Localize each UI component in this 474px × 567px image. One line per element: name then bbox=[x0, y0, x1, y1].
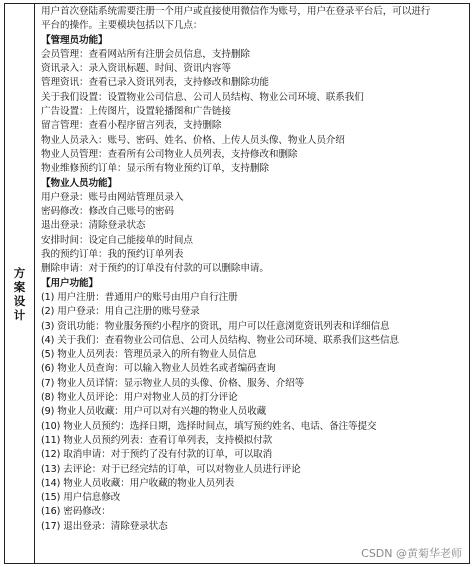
content-line: (4) 关于我们：查看物业公司信息、公司人员结构、物业公司环境、联系我们这些信息 bbox=[41, 334, 400, 346]
content-line: 广告设置：上传图片，设置轮播图和广告链接 bbox=[41, 106, 231, 118]
content-line: (14) 物业人员收藏：用户收藏的物业人员列表 bbox=[41, 477, 235, 489]
content-line: (12) 取消申请：对于预约了没有付款的订单，可以取消 bbox=[41, 449, 273, 461]
content-line: (13) 去评论：对于已经完结的订单，可以对物业人员进行评论 bbox=[41, 463, 301, 475]
content-cell bbox=[41, 5, 466, 534]
content-line: 用户登录：账号由网站管理员录入 bbox=[41, 191, 184, 203]
section-heading: 【管理员功能】 bbox=[41, 34, 108, 46]
content-line: 留言管理：查看小程序留言列表，支持删除 bbox=[41, 120, 222, 132]
section-heading: 【用户功能】 bbox=[41, 277, 98, 289]
content-line: 我的预约订单：我的预约订单列表 bbox=[41, 249, 184, 261]
content-line: 资讯录入：录入资讯标题、时间、资讯内容等 bbox=[41, 63, 231, 75]
document-table bbox=[4, 3, 470, 564]
section-label-char: 计 bbox=[13, 308, 26, 322]
content-line: (15) 用户信息修改 bbox=[41, 492, 121, 504]
section-label-char: 案 bbox=[13, 280, 26, 294]
content-line: 安排时间：设定自己能接单的时间点 bbox=[41, 234, 193, 246]
content-line: 删除申请：对于预约的订单没有付款的可以删除申请。 bbox=[41, 263, 269, 275]
content-line: 管理资讯：查看已录入资讯列表，支持修改和删除功能 bbox=[41, 77, 269, 89]
content-line: (9) 物业人员收藏：用户可以对有兴趣的物业人员收藏 bbox=[41, 406, 267, 418]
section-label-char: 方 bbox=[13, 266, 26, 280]
section-label-char: 设 bbox=[13, 294, 26, 308]
content-line: (6) 物业人员查询：可以输入物业人员姓名或者编码查询 bbox=[41, 363, 276, 375]
content-line: 物业维修预约订单：显示所有物业预约订单，支持删除 bbox=[41, 163, 269, 175]
content-line: 关于我们设置：设置物业公司信息、公司人员结构、物业公司环境、联系我们 bbox=[41, 91, 364, 103]
content-line: 用户首次登陆系统需要注册一个用户或直接使用微信作为账号，用户在登录平台后，可以进行 bbox=[41, 6, 431, 17]
section-label bbox=[5, 266, 34, 322]
content-line: (3) 资讯功能：物业服务预约小程序的资讯，用户可以任意浏览资讯列表和详细信息 bbox=[41, 320, 390, 332]
content-line: (16) 密码修改： bbox=[41, 506, 111, 518]
content-line: (7) 物业人员详情：显示物业人员的头像、价格、服务、介绍等 bbox=[41, 377, 305, 389]
content-line: (8) 物业人员评论：用户对物业人员的打分评论 bbox=[41, 392, 238, 404]
content-line: (10) 物业人员预约：选择日期，选择时间点，填写预约姓名、电话、备注等提交 bbox=[41, 420, 377, 432]
content-line: 物业人员录入：账号、密码、姓名、价格、上传人员头像、物业人员介绍 bbox=[41, 134, 345, 146]
content-line: (11) 物业人员预约列表：查看订单列表，支持模拟付款 bbox=[41, 434, 273, 446]
content-line: (2) 用户登录：用自己注册的账号登录 bbox=[41, 306, 200, 318]
section-heading: 【物业人员功能】 bbox=[41, 177, 117, 189]
content-line: 会员管理：查看网站所有注册会员信息，支持删除 bbox=[41, 48, 250, 60]
content-line: (1) 用户注册：普通用户的账号由用户自行注册 bbox=[41, 291, 238, 303]
content-line: 密码修改：修改自己账号的密码 bbox=[41, 206, 174, 218]
content-line: 退出登录：清除登录状态 bbox=[41, 220, 146, 232]
content-line: 平台的操作。主要模块包括以下几点： bbox=[41, 20, 203, 32]
content-line: (5) 物业人员列表：管理员录入的所有物业人员信息 bbox=[41, 349, 257, 361]
content-line: 物业人员管理：查看所有公司物业人员列表，支持修改和删除 bbox=[41, 148, 298, 160]
section-label-cell bbox=[5, 4, 35, 563]
watermark: CSDN @黄菊华老师 bbox=[361, 547, 462, 560]
content-line: (17) 退出登录：清除登录状态 bbox=[41, 520, 168, 532]
